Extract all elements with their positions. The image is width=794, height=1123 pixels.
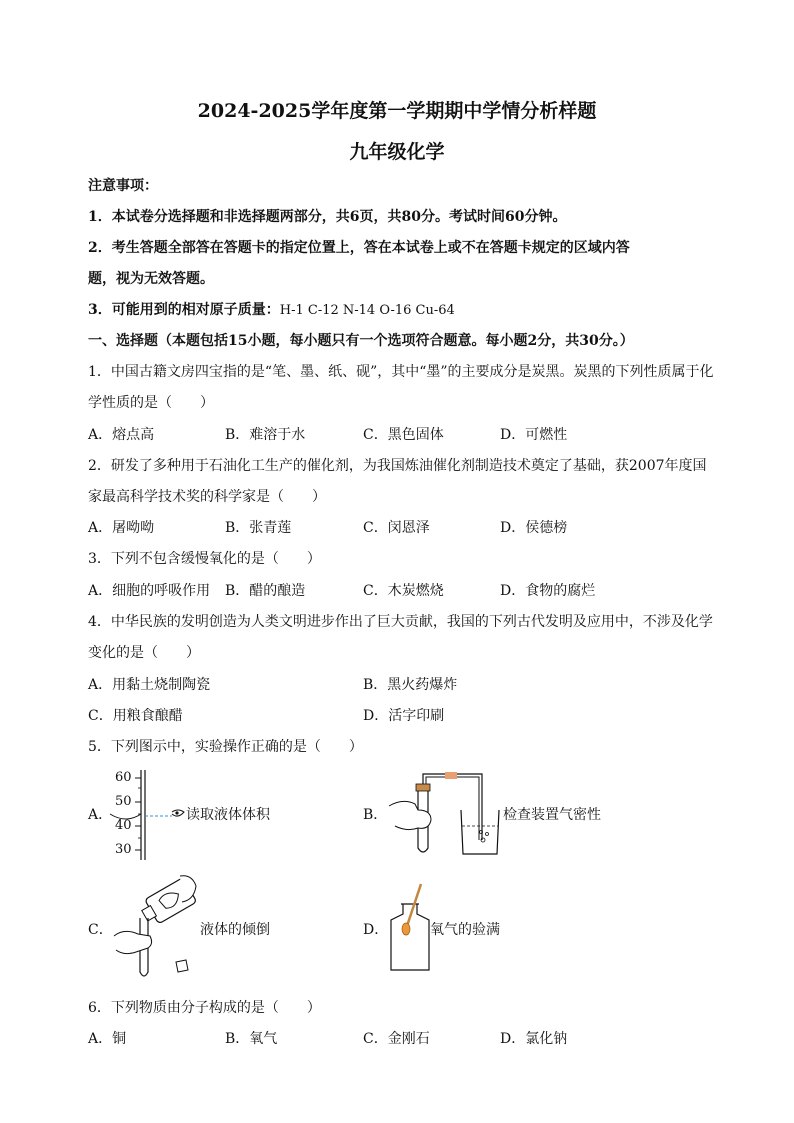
airtightness-check-figure <box>385 770 505 860</box>
q4-stem-line-1: 4．中华民族的发明创造为人类文明进步作出了巨大贡献，我国的下列古代发明及应用中，不涉及化学 <box>88 614 713 630</box>
q3-option-a: A．细胞的呼吸作用 <box>88 583 211 599</box>
q6-stem: 6．下列物质由分子构成的是（ ） <box>88 1000 321 1016</box>
q1-option-c: C．黑色固体 <box>363 427 444 443</box>
section-1-heading: 一、选择题（本题包括15小题，每小题只有一个选项符合题意。每小题2分，共30分。） <box>88 333 634 349</box>
q5-option-a-caption: 读取液体体积 <box>186 807 270 823</box>
q5-option-b-caption: 检查装置气密性 <box>503 807 601 823</box>
note-3-label: 3．可能用到的相对原子质量： <box>88 302 280 318</box>
q5-stem: 5．下列图示中，实验操作正确的是（ ） <box>88 739 363 755</box>
cylinder-tick-60: 60 <box>115 770 132 785</box>
oxygen-test-figure <box>385 880 435 975</box>
atomic-masses: H-1 C-12 N-14 O-16 Cu-64 <box>279 303 455 318</box>
notes-heading: 注意事项： <box>88 178 158 194</box>
exam-subtitle: 九年级化学 <box>349 141 445 163</box>
q4-option-b: B．黑火药爆炸 <box>363 677 458 693</box>
cylinder-tick-30: 30 <box>115 842 132 857</box>
q3-option-d: D．食物的腐烂 <box>500 583 596 599</box>
q2-option-b: B．张青莲 <box>225 520 292 536</box>
q2-stem-line-2: 家最高科学技术奖的科学家是（ ） <box>88 489 326 505</box>
exam-title: 2024-2025学年度第一学期期中学情分析样题 <box>197 100 597 122</box>
pouring-liquid-figure <box>108 870 203 985</box>
q5-option-c-caption: 液体的倾倒 <box>200 922 270 938</box>
cylinder-tick-40: 40 <box>115 818 132 833</box>
q4-option-d: D．活字印刷 <box>363 708 445 724</box>
q5-option-d-letter: D． <box>363 922 389 938</box>
note-3 <box>88 300 455 321</box>
q2-option-d: D．侯德榜 <box>500 520 568 536</box>
q6-option-d: D．氯化钠 <box>500 1031 568 1047</box>
q3-option-b: B．醋的酿造 <box>225 583 306 599</box>
q5-option-c-letter: C． <box>88 922 113 938</box>
q1-option-b: B．难溶于水 <box>225 427 306 443</box>
q4-stem-line-2: 变化的是（ ） <box>88 645 200 661</box>
q6-option-b: B．氧气 <box>225 1031 278 1047</box>
q1-option-d: D．可燃性 <box>500 427 568 443</box>
cylinder-tick-50: 50 <box>115 794 132 809</box>
note-1: 1．本试卷分选择题和非选择题两部分，共6页，共80分。考试时间60分钟。 <box>88 209 567 225</box>
q3-stem: 3．下列不包含缓慢氧化的是（ ） <box>88 551 321 567</box>
q3-option-c: C．木炭燃烧 <box>363 583 444 599</box>
q2-option-a: A．屠呦呦 <box>88 520 155 536</box>
q1-stem-line-1: 1．中国古籍文房四宝指的是“笔、墨、纸、砚”，其中“墨”的主要成分是炭黑。炭黑的下列性质属于化 <box>88 364 714 380</box>
q1-stem-line-2: 学性质的是（ ） <box>88 395 214 411</box>
note-2-line-1: 2．考生答题全部答在答题卡的指定位置上，答在本试卷上或不在答题卡规定的区域内答 <box>88 240 630 256</box>
q4-option-a: A．用黏土烧制陶瓷 <box>88 677 211 693</box>
q5-option-b-letter: B． <box>363 807 388 823</box>
q5-option-d-caption: 氧气的验满 <box>430 922 500 938</box>
q2-stem-line-1: 2．研发了多种用于石油化工生产的催化剂，为我国炼油催化剂制造技术奠定了基础，获2007年度国 <box>88 458 707 474</box>
q5-option-a-letter: A． <box>88 807 113 823</box>
q2-option-c: C．闵恩泽 <box>363 520 430 536</box>
q6-option-a: A．铜 <box>88 1031 127 1047</box>
q1-option-a: A．熔点高 <box>88 427 155 443</box>
note-2-line-2: 题，视为无效答题。 <box>88 271 214 287</box>
q4-option-c: C．用粮食酿醋 <box>88 708 183 724</box>
q6-option-c: C．金刚石 <box>363 1031 430 1047</box>
